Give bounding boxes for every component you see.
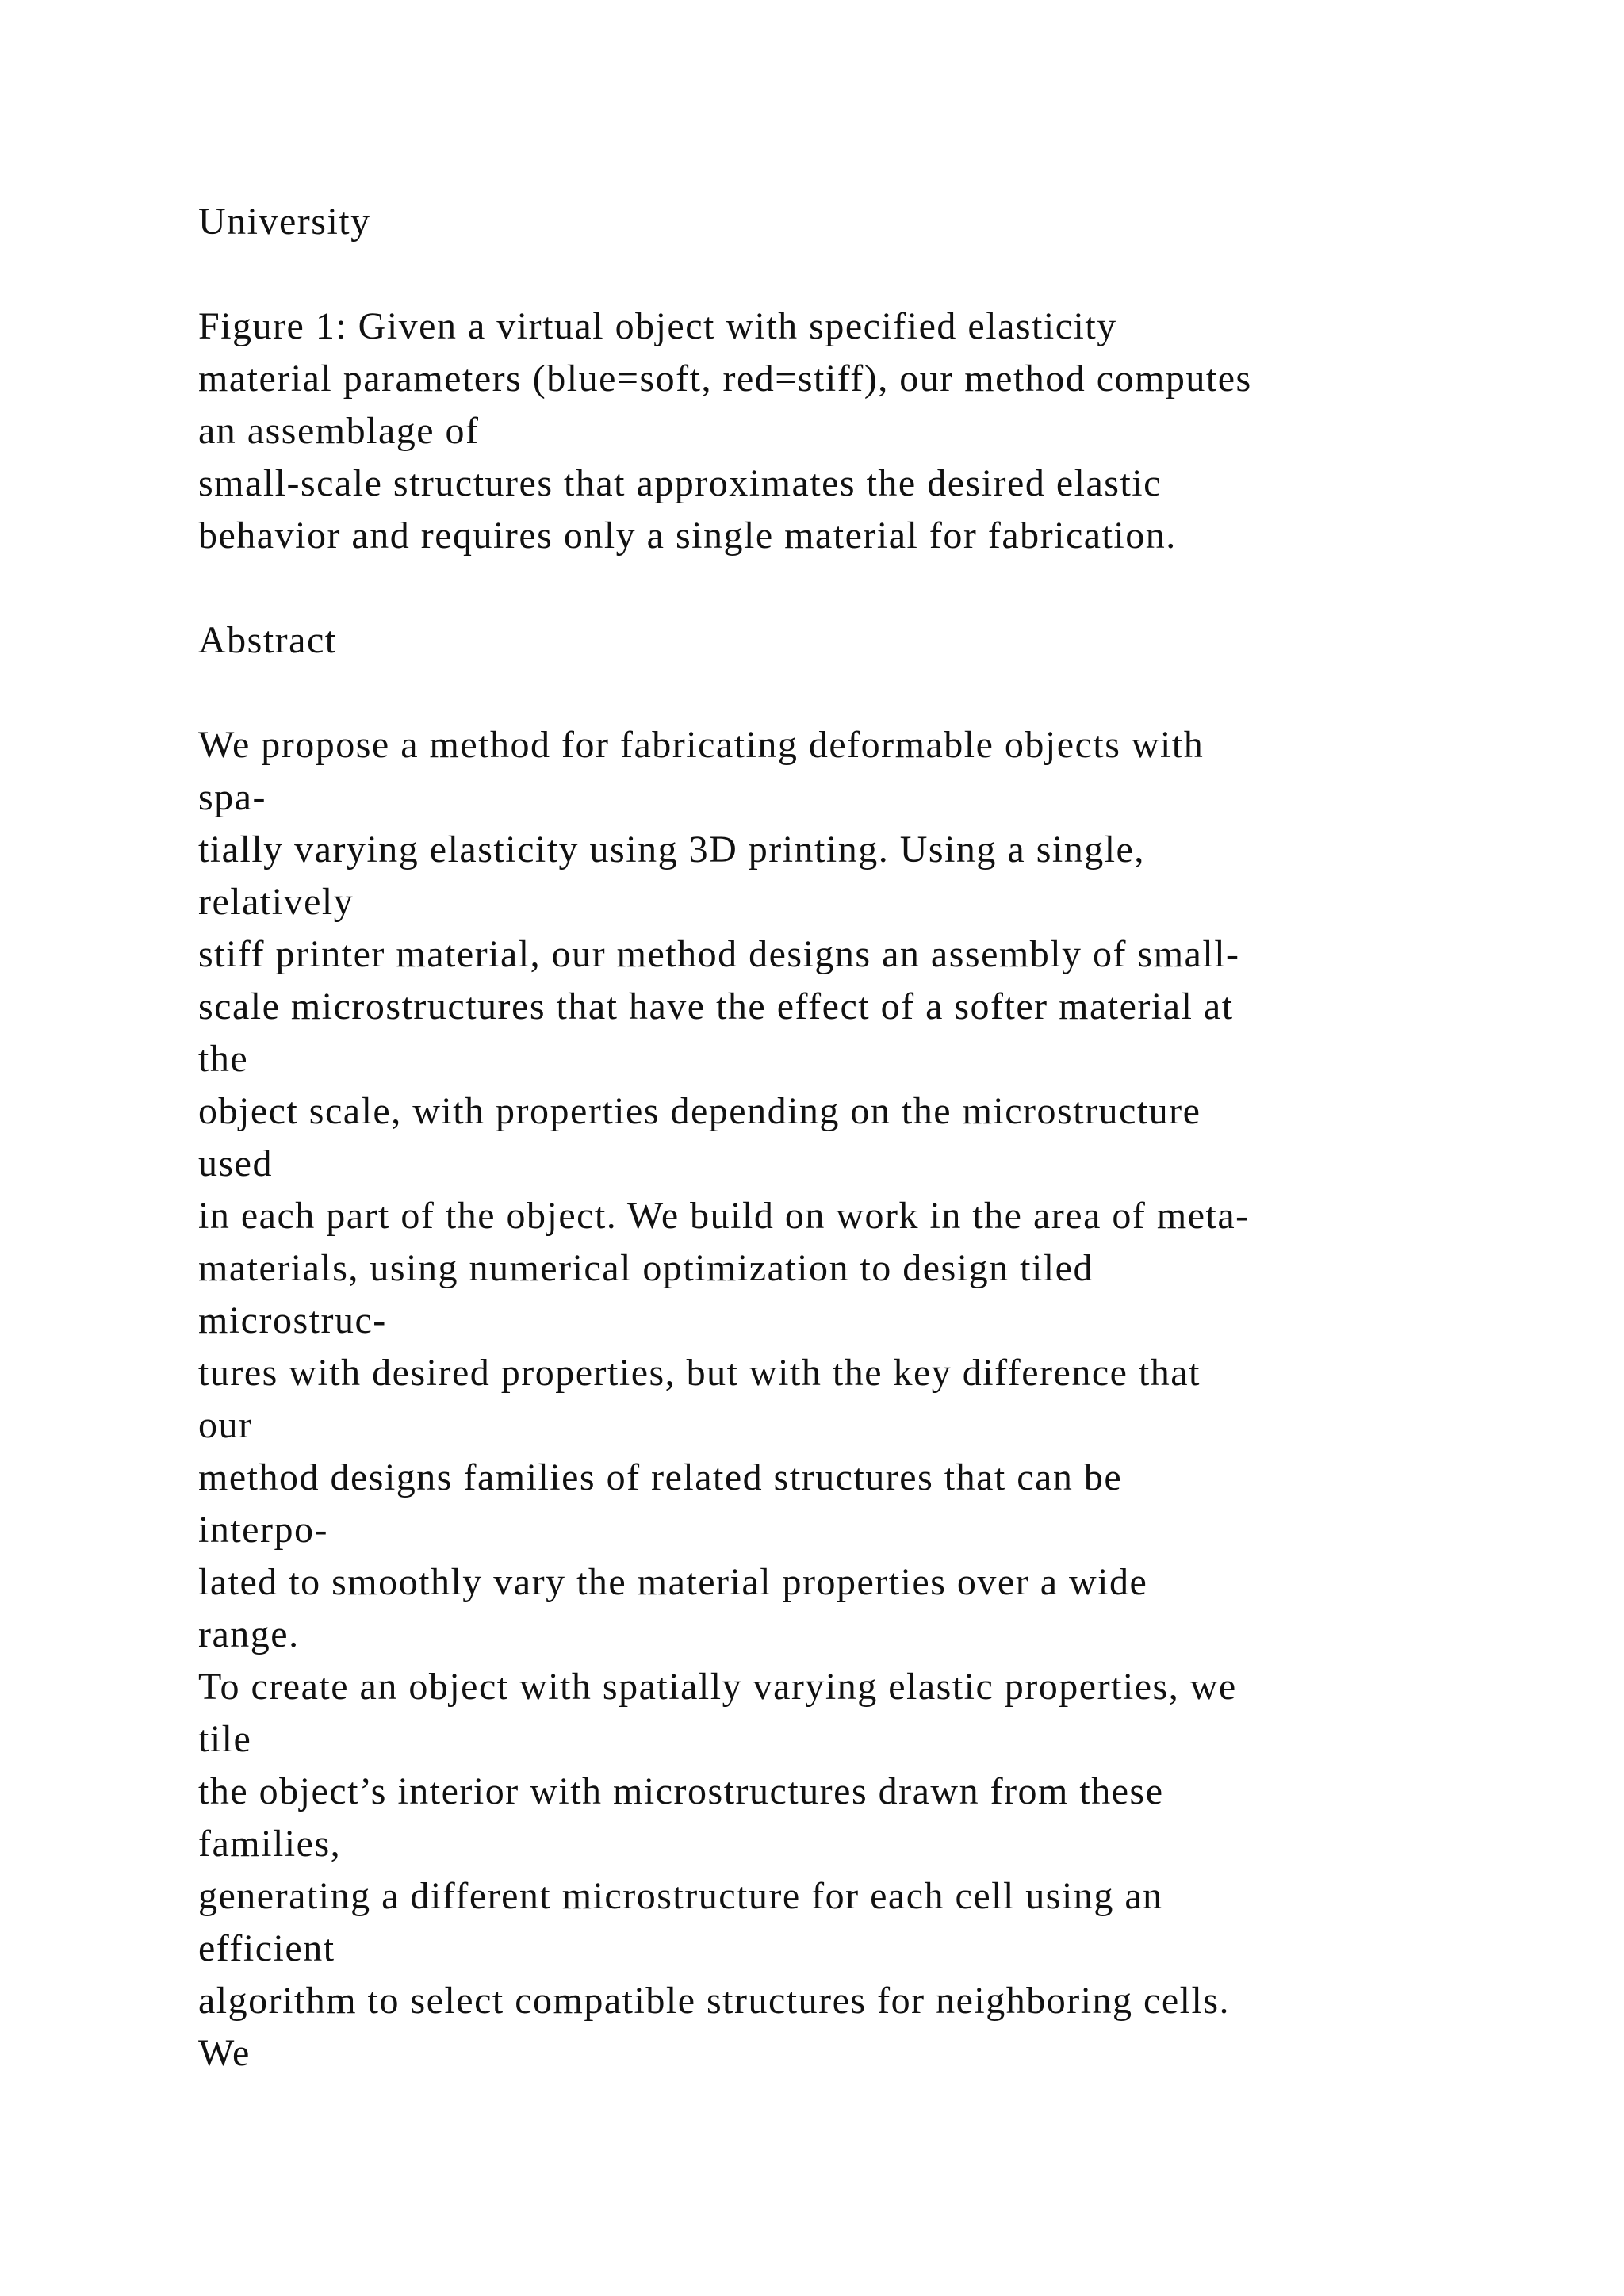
abstract-line: object scale, with properties depending on the microstructure (198, 1090, 1201, 1132)
abstract-line: the (198, 1038, 249, 1080)
abstract-line: generating a different microstructure for each cell using an (198, 1875, 1163, 1917)
abstract-line: lated to smoothly vary the material properties over a wide (198, 1561, 1148, 1603)
caption-line: behavior and requires only a single material for fabrication. (198, 515, 1177, 557)
abstract-line: families, (198, 1823, 342, 1865)
document-text-body (198, 196, 1546, 2080)
caption-line: material parameters (blue=soft, red=stiff), our method computes (198, 358, 1252, 400)
abstract-body (198, 719, 1546, 2080)
abstract-line: tures with desired properties, but with the key difference that (198, 1352, 1201, 1394)
paragraph-gap (198, 667, 1546, 719)
abstract-heading: Abstract (198, 619, 337, 661)
abstract-line: We (198, 2032, 251, 2074)
abstract-line: stiff printer material, our method designs an assembly of small- (198, 933, 1240, 975)
affiliation-text: University (198, 201, 371, 243)
abstract-line: We propose a method for fabricating deformable objects with (198, 724, 1205, 766)
abstract-line: relatively (198, 881, 354, 923)
abstract-line: scale microstructures that have the effect of a softer material at (198, 985, 1234, 1027)
abstract-line: efficient (198, 1927, 335, 1969)
abstract-line: interpo- (198, 1509, 328, 1551)
abstract-line: the object’s interior with microstructures drawn from these (198, 1770, 1164, 1812)
abstract-line: algorithm to select compatible structures for neighboring cells. (198, 1980, 1230, 2022)
caption-line: an assemblage of (198, 410, 480, 452)
abstract-line: To create an object with spatially varying elastic properties, we (198, 1666, 1237, 1708)
abstract-line: in each part of the object. We build on work in the area of meta- (198, 1195, 1250, 1237)
caption-line: Figure 1: Given a virtual object with specified elasticity (198, 305, 1117, 347)
abstract-line: spa- (198, 776, 266, 818)
abstract-line: tially varying elasticity using 3D printing. Using a single, (198, 828, 1145, 871)
abstract-line: method designs families of related structures that can be (198, 1456, 1123, 1498)
paragraph-gap (198, 248, 1546, 300)
paragraph-gap (198, 562, 1546, 614)
abstract-line: range. (198, 1613, 300, 1655)
abstract-line: materials, using numerical optimization to design tiled (198, 1247, 1094, 1289)
abstract-line: microstruc- (198, 1299, 387, 1341)
abstract-line: tile (198, 1718, 252, 1760)
caption-line: small-scale structures that approximates the desired elastic (198, 462, 1162, 504)
abstract-line: our (198, 1404, 253, 1446)
abstract-line: used (198, 1142, 273, 1184)
figure-caption (198, 300, 1546, 562)
